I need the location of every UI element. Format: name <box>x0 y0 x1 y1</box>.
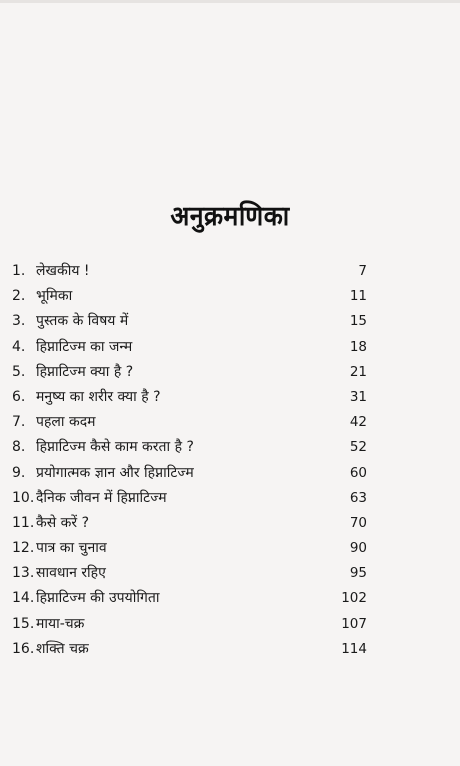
entry-page-number: 90 <box>349 540 367 557</box>
entry-title: कैसे करें ? <box>36 514 90 531</box>
entry-title: माया-चक्र <box>36 615 85 632</box>
entry-number: 8. <box>12 439 26 456</box>
table-of-contents <box>0 261 460 664</box>
entry-page-number: 7 <box>358 263 367 279</box>
entry-title: शक्ति चक्र <box>36 640 89 657</box>
entry-number: 3. <box>12 313 26 330</box>
entry-number: 2. <box>12 288 26 305</box>
entry-title: पात्र का चुनाव <box>36 540 107 557</box>
toc-entry <box>0 463 460 488</box>
toc-entry <box>0 362 460 387</box>
toc-entry <box>0 614 460 639</box>
entry-page-number: 21 <box>349 363 367 380</box>
entry-title: भूमिका <box>36 288 73 305</box>
entry-page-number: 63 <box>349 489 367 506</box>
page-title: अनुक्रमणिका <box>170 201 290 232</box>
entry-page-number: 102 <box>341 590 367 607</box>
entry-title: लेखकीय ! <box>36 263 90 279</box>
page-top-edge <box>0 0 460 3</box>
entry-title: मनुष्य का शरीर क्या है ? <box>36 388 161 405</box>
entry-title: हिप्नाटिज्म क्या है ? <box>36 363 134 380</box>
entry-title: पुस्तक के विषय में <box>36 313 129 330</box>
entry-page-number: 70 <box>349 514 367 531</box>
entry-page-number: 95 <box>349 565 367 582</box>
toc-entry <box>0 639 460 664</box>
entry-number: 7. <box>12 414 26 431</box>
entry-number: 14. <box>12 590 35 607</box>
toc-entry <box>0 286 460 311</box>
entry-title: पहला कदम <box>36 414 96 431</box>
entry-page-number: 42 <box>349 414 367 431</box>
entry-page-number: 114 <box>341 640 367 657</box>
toc-entry <box>0 588 460 613</box>
entry-page-number: 15 <box>349 313 367 330</box>
entry-title: सावधान रहिए <box>36 565 106 582</box>
entry-number: 4. <box>12 338 26 355</box>
toc-entry <box>0 437 460 462</box>
entry-page-number: 107 <box>341 615 367 632</box>
entry-number: 5. <box>12 363 26 380</box>
entry-title: दैनिक जीवन में हिप्नाटिज्म <box>36 489 167 506</box>
toc-entry <box>0 488 460 513</box>
entry-number: 6. <box>12 388 26 405</box>
toc-entry <box>0 311 460 336</box>
entry-number: 11. <box>12 514 35 531</box>
entry-page-number: 31 <box>349 388 367 405</box>
entry-page-number: 60 <box>349 464 367 481</box>
entry-number: 12. <box>12 540 35 557</box>
toc-entry <box>0 412 460 437</box>
entry-number: 10. <box>12 489 35 506</box>
entry-number: 1. <box>12 263 26 279</box>
toc-entry <box>0 513 460 538</box>
entry-number: 15. <box>12 615 35 632</box>
entry-page-number: 11 <box>349 288 367 305</box>
entry-page-number: 18 <box>349 338 367 355</box>
entry-number: 9. <box>12 464 26 481</box>
entry-title: हिप्नाटिज्म की उपयोगिता <box>36 590 160 607</box>
entry-number: 13. <box>12 565 35 582</box>
entry-title: प्रयोगात्मक ज्ञान और हिप्नाटिज्म <box>36 464 194 481</box>
toc-entry <box>0 261 460 286</box>
toc-entry <box>0 538 460 563</box>
entry-title: हिप्नाटिज्म का जन्म <box>36 338 133 355</box>
toc-entry <box>0 337 460 362</box>
entry-title: हिप्नाटिज्म कैसे काम करता है ? <box>36 439 194 456</box>
toc-entry <box>0 387 460 412</box>
toc-entry <box>0 563 460 588</box>
entry-page-number: 52 <box>349 439 367 456</box>
entry-number: 16. <box>12 640 35 657</box>
